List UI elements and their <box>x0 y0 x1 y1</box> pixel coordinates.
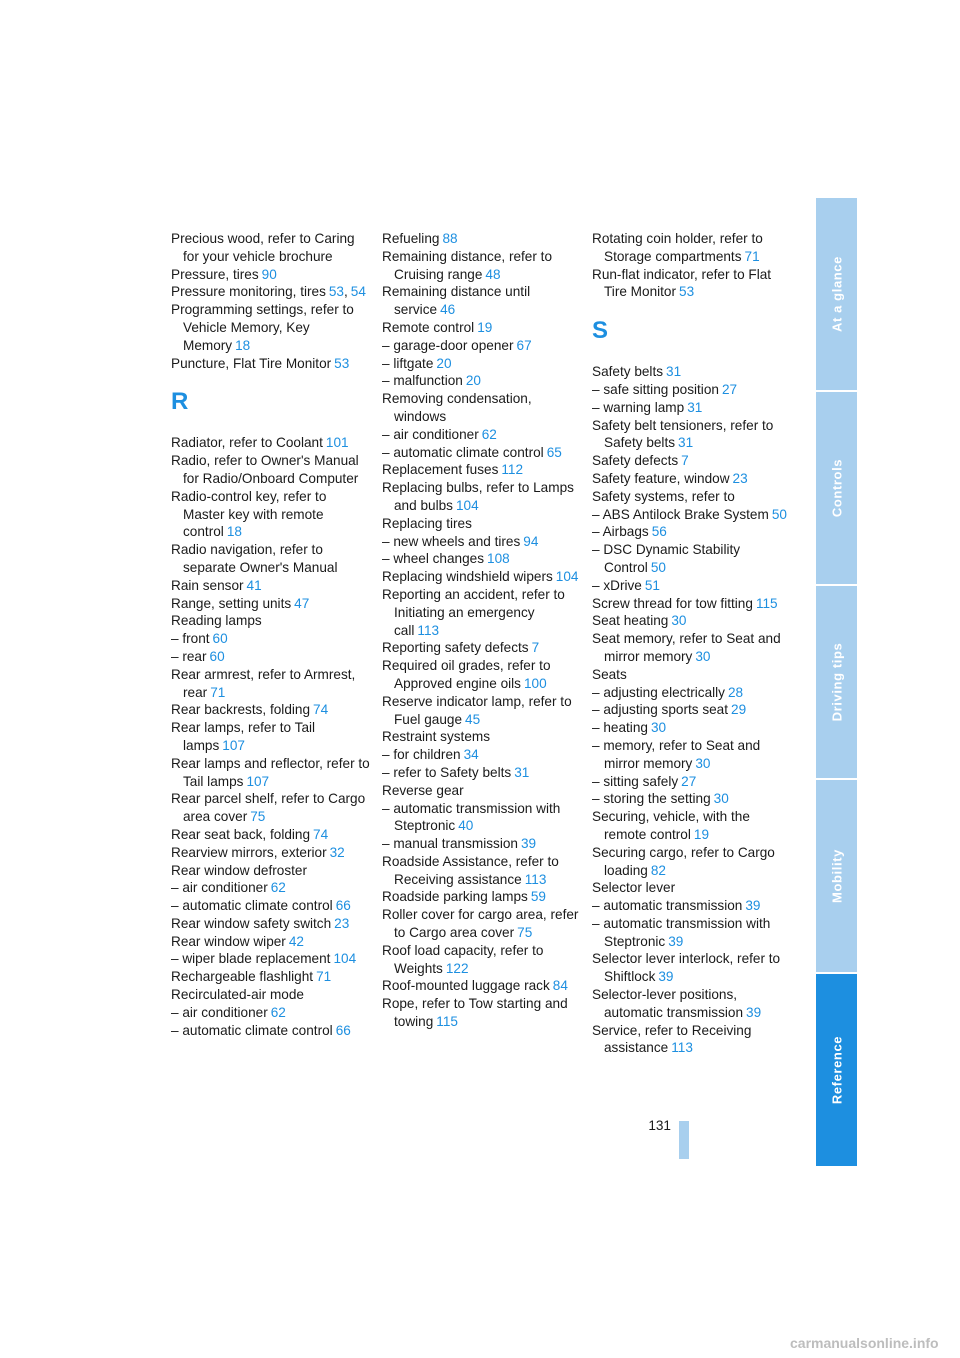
index-entry <box>592 1022 792 1058</box>
page-ref-link[interactable]: 113 <box>671 1040 693 1056</box>
index-term: – heating <box>592 720 648 736</box>
index-entry <box>171 826 371 844</box>
page-ref-link[interactable]: 42 <box>288 933 304 949</box>
page-ref-link[interactable]: 75 <box>517 925 533 941</box>
page-ref-link[interactable]: 90 <box>261 266 277 282</box>
tab-reference[interactable] <box>816 974 857 1166</box>
page-ref-link[interactable]: 45 <box>465 711 481 727</box>
index-entry <box>592 541 792 577</box>
index-entry <box>171 266 371 284</box>
page-ref-link[interactable]: 27 <box>681 773 697 789</box>
index-entry <box>171 1004 371 1022</box>
index-term: Reading lamps <box>171 613 262 629</box>
index-term: – Airbags <box>592 524 649 540</box>
page-ref-link[interactable]: 71 <box>744 248 760 264</box>
page-ref-link[interactable]: 31 <box>678 435 694 451</box>
index-entry <box>382 995 582 1031</box>
index-entry <box>171 612 371 630</box>
index-entry <box>171 577 371 595</box>
index-term: Radio, refer to Owner's Manual for Radio/Onboard Computer <box>171 453 359 486</box>
index-column-2 <box>382 230 582 1031</box>
index-term: Safety feature, window <box>592 470 730 486</box>
index-term: Replacement fuses <box>382 462 499 478</box>
index-entry <box>592 950 792 986</box>
page-ref-link[interactable]: 100 <box>523 675 547 691</box>
index-term: Required oil grades, refer to Approved engine oils <box>382 658 551 691</box>
page-ref-link[interactable]: 67 <box>516 337 532 353</box>
index-entry <box>382 693 582 729</box>
index-term: – memory, refer to Seat and mirror memory <box>592 737 761 771</box>
index-term: – xDrive <box>592 577 642 593</box>
page-ref-link[interactable]: 19 <box>693 826 710 842</box>
tab-at-a-glance[interactable] <box>816 198 857 390</box>
index-term: – storing the setting <box>592 791 711 807</box>
index-entry <box>592 452 792 470</box>
index-term: – air conditioner <box>382 426 479 442</box>
index-entry <box>592 399 792 417</box>
index-entry <box>382 800 582 836</box>
page-ref-link[interactable]: 30 <box>695 648 711 664</box>
index-term: Rear lamps and reflector, refer to Tail lamps <box>171 755 370 789</box>
index-entry <box>382 782 582 800</box>
index-term: Safety defects <box>592 453 679 469</box>
page-ref-link[interactable]: 19 <box>477 319 493 335</box>
index-entry <box>592 701 792 719</box>
watermark: carmanualsonline.info <box>790 1335 939 1351</box>
index-entry <box>592 363 792 381</box>
index-term: Reporting safety defects <box>382 640 529 656</box>
index-entry <box>171 488 371 541</box>
index-term: – warning lamp <box>592 399 685 415</box>
index-entry <box>592 266 792 302</box>
index-entry <box>382 942 582 978</box>
index-entry <box>592 488 792 506</box>
index-letter-heading: S <box>592 317 609 345</box>
index-entry <box>382 977 582 995</box>
page-ref-link[interactable]: 20 <box>436 355 452 371</box>
page-ref-link[interactable]: 66 <box>335 898 351 914</box>
section-tabs <box>816 198 857 1168</box>
page-ref-link[interactable]: 60 <box>209 648 225 664</box>
index-term: Run-flat indicator, refer to Flat Tire Monitor <box>592 266 772 300</box>
page-ref-link[interactable]: 51 <box>644 577 660 593</box>
page-ref-link[interactable]: 18 <box>235 337 251 353</box>
page-number-bar <box>679 1121 689 1159</box>
index-column-1 <box>171 230 371 1039</box>
page-ref-link[interactable]: 71 <box>210 684 226 700</box>
index-entry <box>382 355 582 373</box>
index-entry <box>382 319 582 337</box>
index-term: – DSC Dynamic Stability Control <box>592 542 741 575</box>
index-term: Reverse gear <box>382 782 464 798</box>
index-term: Roof load capacity, refer to Weights <box>382 942 544 976</box>
index-column-3 <box>592 230 792 1057</box>
index-term: Replacing tires <box>382 515 472 531</box>
index-entry <box>171 790 371 826</box>
index-entry <box>171 968 371 986</box>
index-entry <box>592 986 792 1022</box>
index-term: Rear window safety switch <box>171 915 332 931</box>
index-term: – wheel changes <box>382 551 485 567</box>
index-term: – ABS Antilock Brake System <box>592 506 769 522</box>
page-ref-link[interactable]: 48 <box>485 266 501 282</box>
index-term: – automatic transmission with Steptronic <box>382 800 561 834</box>
page-ref-link[interactable]: 18 <box>226 524 242 540</box>
index-entry <box>592 773 792 791</box>
page-ref-link[interactable]: 54 <box>350 284 366 300</box>
index-entry <box>171 434 371 452</box>
page-ref-link[interactable]: 32 <box>329 844 345 860</box>
index-term: Securing, vehicle, with the remote control <box>592 809 750 842</box>
index-term: Radio-control key, refer to Master key with remote control <box>171 488 327 540</box>
index-entry <box>382 728 582 746</box>
index-term: Safety belts <box>592 364 664 380</box>
index-entry <box>592 808 792 844</box>
index-entry <box>171 862 371 880</box>
index-entry <box>382 657 582 693</box>
index-entry <box>592 719 792 737</box>
index-entry <box>382 764 582 782</box>
index-entry <box>382 888 582 906</box>
index-entry <box>382 283 582 319</box>
tab-driving-tips[interactable] <box>816 586 857 778</box>
page-ref-link[interactable]: 62 <box>270 880 286 896</box>
index-entry <box>382 550 582 568</box>
index-entry <box>171 283 371 301</box>
index-entry <box>171 541 371 577</box>
index-term: Reserve indicator lamp, refer to Fuel gauge <box>382 693 572 727</box>
index-entry <box>171 595 371 613</box>
index-term: – wiper blade replacement <box>171 951 331 967</box>
page-ref-link[interactable]: 122 <box>445 960 469 976</box>
page-ref-link[interactable]: 104 <box>455 497 479 513</box>
index-term: Replacing bulbs, refer to Lamps and bulbs <box>382 480 574 513</box>
index-term: – automatic climate control <box>171 898 333 914</box>
index-entry <box>592 879 792 897</box>
page-ref-link[interactable]: 31 <box>666 364 682 380</box>
index-term: Seat memory, refer to Seat and mirror memory <box>592 631 781 664</box>
index-entry <box>592 595 792 613</box>
index-entry <box>171 701 371 719</box>
page-ref-link[interactable]: 41 <box>246 577 262 593</box>
page-ref-link[interactable]: 71 <box>316 969 332 985</box>
index-term: Seat heating <box>592 613 669 629</box>
index-entry <box>382 533 582 551</box>
index-term: – automatic transmission with Steptronic <box>592 915 771 949</box>
page-ref-link[interactable]: 101 <box>325 435 349 451</box>
index-term: Recirculated-air mode <box>171 987 304 1003</box>
page-ref-link[interactable]: 39 <box>521 836 537 852</box>
page-ref-link[interactable]: 29 <box>731 702 747 718</box>
page-ref-link[interactable]: 23 <box>732 470 748 486</box>
index-term: – automatic transmission <box>592 898 743 914</box>
index-entry <box>592 790 792 808</box>
index-term: – liftgate <box>382 355 434 371</box>
index-entry <box>592 915 792 951</box>
page-ref-link[interactable]: 104 <box>555 569 579 585</box>
index-entry <box>592 630 792 666</box>
index-entry <box>171 879 371 897</box>
page-ref-link[interactable]: 40 <box>458 818 474 834</box>
index-entry <box>382 444 582 462</box>
index-term: Selector-lever positions, automatic transmission <box>592 987 744 1020</box>
index-term: Selector lever <box>592 880 676 896</box>
index-entry <box>171 950 371 968</box>
index-entry <box>592 417 792 453</box>
tab-label: Controls <box>829 458 844 518</box>
page-ref-link[interactable]: 30 <box>650 720 667 736</box>
index-entry <box>382 461 582 479</box>
index-entry <box>171 648 371 666</box>
page-ref-link[interactable]: 82 <box>650 862 666 878</box>
page-ref-link[interactable]: 112 <box>501 462 524 478</box>
index-term: Remaining distance, refer to Cruising range <box>382 248 553 282</box>
page-ref-link[interactable]: 50 <box>650 559 666 575</box>
index-entry <box>171 630 371 648</box>
page-ref-link[interactable]: 20 <box>465 373 481 389</box>
page-ref-link[interactable]: 27 <box>721 381 738 397</box>
index-entry <box>171 666 371 702</box>
index-term: – for children <box>382 747 461 763</box>
index-term: – sitting safely <box>592 773 679 789</box>
page-ref-link[interactable]: 30 <box>713 791 729 807</box>
tab-controls[interactable] <box>816 392 857 584</box>
page-ref-separator: , <box>344 284 348 300</box>
index-entry <box>382 639 582 657</box>
index-entry <box>382 426 582 444</box>
index-term: Range, setting units <box>171 595 292 611</box>
index-term: Remote control <box>382 319 475 335</box>
page-ref-link[interactable]: 23 <box>334 915 350 931</box>
index-entry <box>382 390 582 426</box>
index-term: – front <box>171 631 210 647</box>
index-term: – adjusting electrically <box>592 684 725 700</box>
index-entry <box>592 737 792 773</box>
page-ref-link[interactable]: 65 <box>546 444 562 460</box>
index-term: Refueling <box>382 231 440 246</box>
index-term: – new wheels and tires <box>382 533 521 549</box>
index-term: Rain sensor <box>171 577 244 593</box>
index-term: Roadside Assistance, refer to Receiving assistance <box>382 853 559 887</box>
page-ref-link[interactable]: 53 <box>334 355 350 371</box>
index-entry <box>382 746 582 764</box>
page-ref-link[interactable]: 39 <box>668 933 684 949</box>
tab-label: Driving tips <box>829 642 844 722</box>
index-entry <box>382 568 582 586</box>
index-term: – malfunction <box>382 373 463 389</box>
index-term: Rearview mirrors, exterior <box>171 844 327 860</box>
index-entry <box>592 470 792 488</box>
page-ref-link[interactable]: 31 <box>687 399 703 415</box>
index-entry <box>171 755 371 791</box>
index-term: – air conditioner <box>171 1004 268 1020</box>
index-term: – air conditioner <box>171 880 268 896</box>
index-term: Selector lever interlock, refer to Shiftlock <box>592 951 781 985</box>
index-letter-heading: R <box>171 388 189 416</box>
index-entry <box>382 337 582 355</box>
index-entry <box>592 577 792 595</box>
index-term: Roller cover for cargo area, refer to Cargo area cover <box>382 907 579 941</box>
page-ref-link[interactable]: 75 <box>250 809 266 825</box>
index-entry <box>382 853 582 889</box>
index-term: – adjusting sports seat <box>592 702 729 718</box>
index-term: Rear seat back, folding <box>171 826 311 842</box>
page-ref-link[interactable]: 39 <box>658 969 674 985</box>
page-ref-link[interactable]: 56 <box>651 524 667 540</box>
page-ref-link[interactable]: 53 <box>328 284 344 300</box>
page-ref-link[interactable]: 107 <box>246 773 270 789</box>
index-entry <box>592 684 792 702</box>
index-entry <box>382 479 582 515</box>
index-term: Roof-mounted luggage rack <box>382 978 550 994</box>
index-entry <box>592 844 792 880</box>
page-ref-link[interactable]: 53 <box>679 284 695 300</box>
index-entry <box>382 248 582 284</box>
index-entry <box>382 515 582 533</box>
index-entry <box>171 986 371 1004</box>
index-entry <box>382 230 582 248</box>
index-term: Radio navigation, refer to separate Owner's Manual <box>171 542 338 575</box>
page-ref-link[interactable]: 7 <box>681 453 689 469</box>
index-entry <box>592 506 792 524</box>
index-term: Safety belt tensioners, refer to Safety belts <box>592 417 774 451</box>
page-ref-link[interactable]: 104 <box>333 951 357 967</box>
index-term: Rope, refer to Tow starting and towing <box>382 996 568 1030</box>
page-ref-link[interactable]: 74 <box>313 826 329 842</box>
index-term: Seats <box>592 666 627 682</box>
page-ref-link[interactable]: 107 <box>222 737 245 753</box>
index-term: Remaining distance until service <box>382 284 531 318</box>
page-ref-link[interactable]: 60 <box>212 631 228 647</box>
page-ref-link[interactable]: 28 <box>727 684 744 700</box>
index-entry <box>592 897 792 915</box>
index-term: Service, refer to Receiving assistance <box>592 1022 752 1056</box>
tab-label: At a glance <box>829 256 844 332</box>
index-term: Reporting an accident, refer to Initiating an emergency call <box>382 586 565 638</box>
page-ref-link[interactable]: 39 <box>745 898 761 914</box>
index-term: Pressure, tires <box>171 266 259 282</box>
index-term: Radiator, refer to Coolant <box>171 435 323 451</box>
index-term: – manual transmission <box>382 836 518 852</box>
index-term: Replacing windshield wipers <box>382 569 553 585</box>
page-ref-link[interactable]: 30 <box>695 755 711 771</box>
index-entry <box>592 523 792 541</box>
index-term: Rear lamps, refer to Tail lamps <box>171 720 316 753</box>
index-entry <box>171 355 371 373</box>
index-term: Screw thread for tow fitting <box>592 595 753 611</box>
index-term: Securing cargo, refer to Cargo loading <box>592 844 775 878</box>
index-entry <box>592 230 792 266</box>
index-entry <box>171 301 371 354</box>
index-entry <box>171 915 371 933</box>
index-term: Restraint systems <box>382 729 491 745</box>
index-term: Pressure monitoring, tires <box>171 284 326 300</box>
index-term: Rotating coin holder, refer to Storage compartments <box>592 231 763 264</box>
index-entry <box>171 719 371 755</box>
index-entry <box>171 933 371 951</box>
page-ref-link[interactable]: 113 <box>524 871 547 887</box>
page-ref-link[interactable]: 59 <box>530 889 546 905</box>
page-ref-link[interactable]: 113 <box>417 622 440 638</box>
page-ref-link[interactable]: 62 <box>270 1004 286 1020</box>
tab-label: Reference <box>829 1035 844 1105</box>
index-term: Rear window defroster <box>171 862 307 878</box>
page-ref-link[interactable]: 30 <box>671 613 687 629</box>
index-term: Puncture, Flat Tire Monitor <box>171 355 332 371</box>
index-term: Rechargeable flashlight <box>171 969 314 985</box>
page-ref-link[interactable]: 84 <box>552 978 568 994</box>
index-term: – rear <box>171 648 207 664</box>
page-ref-link[interactable]: 46 <box>440 302 456 318</box>
page-ref-link[interactable]: 115 <box>755 595 778 611</box>
index-term: Roadside parking lamps <box>382 889 528 905</box>
index-entry <box>382 906 582 942</box>
index-term: Rear armrest, refer to Armrest, rear <box>171 666 356 700</box>
page-ref-link[interactable]: 50 <box>771 506 787 522</box>
index-entry <box>171 1022 371 1040</box>
index-term: Rear parcel shelf, refer to Cargo area cover <box>171 791 366 825</box>
page-ref-link[interactable]: 74 <box>313 702 329 718</box>
index-entry <box>171 897 371 915</box>
index-term: – garage-door opener <box>382 337 514 353</box>
index-term: – refer to Safety belts <box>382 764 512 780</box>
page-ref-link[interactable]: 31 <box>514 764 530 780</box>
tab-label: Mobility <box>829 849 844 903</box>
page-ref-link[interactable]: 7 <box>531 640 540 656</box>
page-ref-link[interactable]: 39 <box>746 1004 762 1020</box>
index-term: – safe sitting position <box>592 381 719 397</box>
index-entry <box>171 844 371 862</box>
page-ref-link[interactable]: 34 <box>463 747 479 763</box>
index-term: Rear backrests, folding <box>171 702 311 718</box>
page-ref-link[interactable]: 66 <box>335 1022 351 1038</box>
index-term: Programming settings, refer to Vehicle Memory, Key Memory <box>171 302 354 353</box>
index-term: Precious wood, refer to Caring for your vehicle brochure <box>171 231 355 264</box>
index-term: Removing condensation, windows <box>382 391 532 424</box>
page-ref-link[interactable]: 115 <box>436 1014 458 1030</box>
page-ref-link[interactable]: 108 <box>487 551 510 567</box>
page-ref-link[interactable]: 88 <box>442 231 458 246</box>
index-entry <box>592 381 792 399</box>
page-ref-link[interactable]: 47 <box>294 595 310 611</box>
index-term: – automatic climate control <box>171 1022 333 1038</box>
tab-mobility[interactable] <box>816 780 857 972</box>
index-entry <box>382 372 582 390</box>
index-term: – automatic climate control <box>382 444 544 460</box>
index-entry <box>592 666 792 684</box>
index-term: Safety systems, refer to <box>592 488 735 504</box>
page-ref-link[interactable]: 62 <box>481 426 497 442</box>
index-entry <box>171 452 371 488</box>
page-number: 131 <box>648 1118 671 1133</box>
index-entry <box>592 612 792 630</box>
index-entry <box>382 586 582 639</box>
index-entry <box>171 230 371 266</box>
index-entry <box>382 835 582 853</box>
page-ref-link[interactable]: 94 <box>523 533 539 549</box>
index-term: Rear window wiper <box>171 933 286 949</box>
